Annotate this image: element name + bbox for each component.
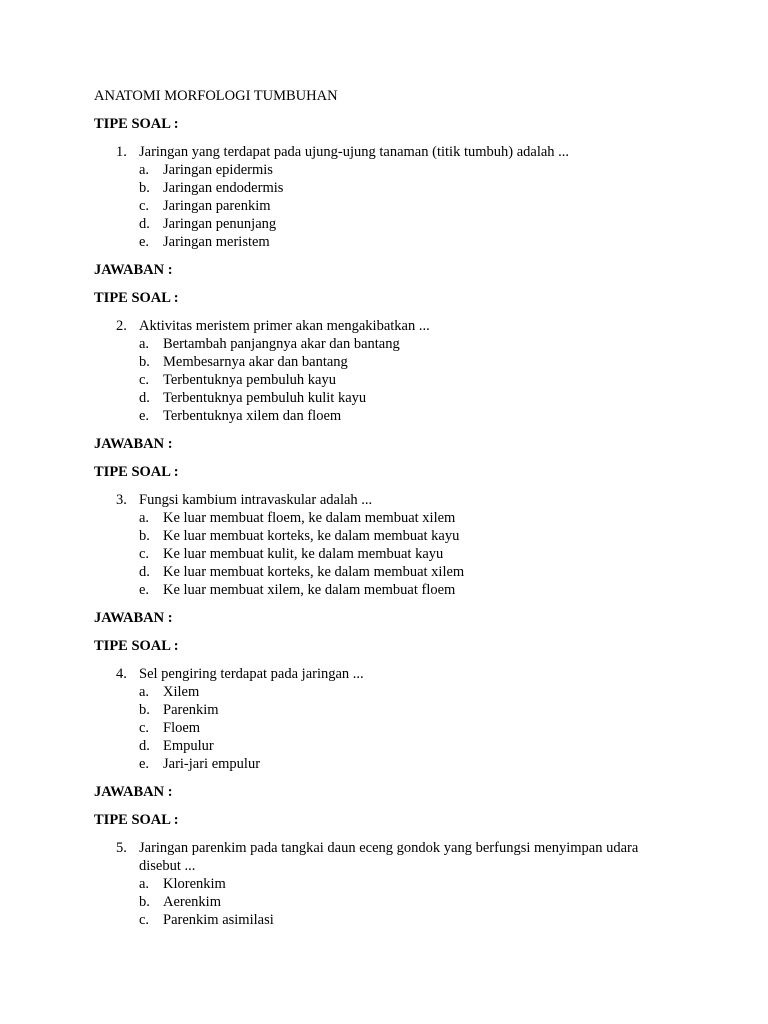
- option-letter: d.: [139, 390, 150, 406]
- tipe-soal-label: TIPE SOAL :: [94, 464, 179, 480]
- option-letter: b.: [139, 528, 150, 544]
- tipe-soal-label: TIPE SOAL :: [94, 290, 179, 306]
- option-text: Klorenkim: [163, 876, 226, 892]
- option-letter: a.: [139, 336, 150, 352]
- option-letter: b.: [139, 180, 150, 196]
- option-text: Terbentuknya xilem dan floem: [163, 408, 342, 424]
- option-letter: a.: [139, 510, 150, 526]
- option-letter: e.: [139, 582, 150, 598]
- option-text: Jari-jari empulur: [163, 756, 261, 772]
- jawaban-label: JAWABAN :: [94, 784, 173, 800]
- option-text: Terbentuknya pembuluh kulit kayu: [163, 390, 367, 406]
- option-text: Empulur: [163, 738, 214, 754]
- option-text: Floem: [163, 720, 201, 736]
- option-e: [139, 755, 260, 773]
- question-text: Jaringan parenkim pada tangkai daun eceng gondok yang berfungsi menyimpan udara disebut ...: [139, 840, 639, 874]
- option-b: [139, 353, 348, 371]
- option-letter: e.: [139, 408, 150, 424]
- option-e: [139, 407, 341, 425]
- option-a: [139, 683, 199, 701]
- option-a: [139, 335, 400, 353]
- tipe-soal-label: TIPE SOAL :: [94, 638, 179, 654]
- option-letter: a.: [139, 162, 150, 178]
- document-title: ANATOMI MORFOLOGI TUMBUHAN: [94, 88, 338, 104]
- question-number: 4.: [116, 666, 127, 682]
- option-letter: d.: [139, 738, 150, 754]
- option-d: [139, 737, 214, 755]
- option-text: Xilem: [163, 684, 200, 700]
- option-d: [139, 389, 366, 407]
- jawaban-label: JAWABAN :: [94, 262, 173, 278]
- option-e: [139, 233, 270, 251]
- jawaban-label: JAWABAN :: [94, 610, 173, 626]
- option-letter: c.: [139, 372, 150, 388]
- option-letter: b.: [139, 894, 150, 910]
- option-text: Terbentuknya pembuluh kayu: [163, 372, 336, 388]
- option-b: [139, 527, 459, 545]
- option-text: Ke luar membuat korteks, ke dalam membuat xilem: [163, 564, 465, 580]
- question-number: 1.: [116, 144, 127, 160]
- option-text: Ke luar membuat korteks, ke dalam membuat kayu: [163, 528, 460, 544]
- option-b: [139, 893, 221, 911]
- option-c: [139, 719, 200, 737]
- option-letter: a.: [139, 684, 150, 700]
- question-text: Fungsi kambium intravaskular adalah ...: [139, 492, 373, 508]
- option-letter: a.: [139, 876, 150, 892]
- option-text: Ke luar membuat kulit, ke dalam membuat kayu: [163, 546, 444, 562]
- option-text: Parenkim asimilasi: [163, 912, 274, 928]
- option-text: Membesarnya akar dan bantang: [163, 354, 348, 370]
- question-number: 5.: [116, 840, 127, 856]
- option-letter: c.: [139, 198, 150, 214]
- option-text: Aerenkim: [163, 894, 221, 910]
- option-letter: c.: [139, 720, 150, 736]
- option-letter: d.: [139, 564, 150, 580]
- tipe-soal-label: TIPE SOAL :: [94, 116, 179, 132]
- option-letter: b.: [139, 354, 150, 370]
- option-letter: d.: [139, 216, 150, 232]
- jawaban-label: JAWABAN :: [94, 436, 173, 452]
- option-letter: c.: [139, 912, 150, 928]
- option-letter: e.: [139, 234, 150, 250]
- tipe-soal-label: TIPE SOAL :: [94, 812, 179, 828]
- option-letter: e.: [139, 756, 150, 772]
- option-b: [139, 179, 283, 197]
- option-b: [139, 701, 219, 719]
- option-text: Jaringan penunjang: [163, 216, 277, 232]
- option-text: Bertambah panjangnya akar dan bantang: [163, 336, 400, 352]
- option-text: Ke luar membuat xilem, ke dalam membuat floem: [163, 582, 456, 598]
- option-text: Ke luar membuat floem, ke dalam membuat xilem: [163, 510, 456, 526]
- option-text: Jaringan endodermis: [163, 180, 284, 196]
- option-c: [139, 545, 443, 563]
- option-letter: c.: [139, 546, 150, 562]
- option-c: [139, 911, 274, 929]
- option-c: [139, 371, 336, 389]
- question-number: 3.: [116, 492, 127, 508]
- option-text: Jaringan epidermis: [163, 162, 273, 178]
- question-number: 2.: [116, 318, 127, 334]
- option-d: [139, 563, 464, 581]
- option-text: Parenkim: [163, 702, 219, 718]
- option-a: [139, 509, 455, 527]
- option-letter: b.: [139, 702, 150, 718]
- option-text: Jaringan meristem: [163, 234, 270, 250]
- option-a: [139, 875, 226, 893]
- question-text: Sel pengiring terdapat pada jaringan ...: [139, 666, 364, 682]
- option-c: [139, 197, 271, 215]
- question-text: Jaringan yang terdapat pada ujung-ujung tanaman (titik tumbuh) adalah ...: [139, 144, 570, 160]
- option-text: Jaringan parenkim: [163, 198, 271, 214]
- option-a: [139, 161, 273, 179]
- option-e: [139, 581, 455, 599]
- option-d: [139, 215, 276, 233]
- question-text: Aktivitas meristem primer akan mengakibatkan ...: [139, 318, 430, 334]
